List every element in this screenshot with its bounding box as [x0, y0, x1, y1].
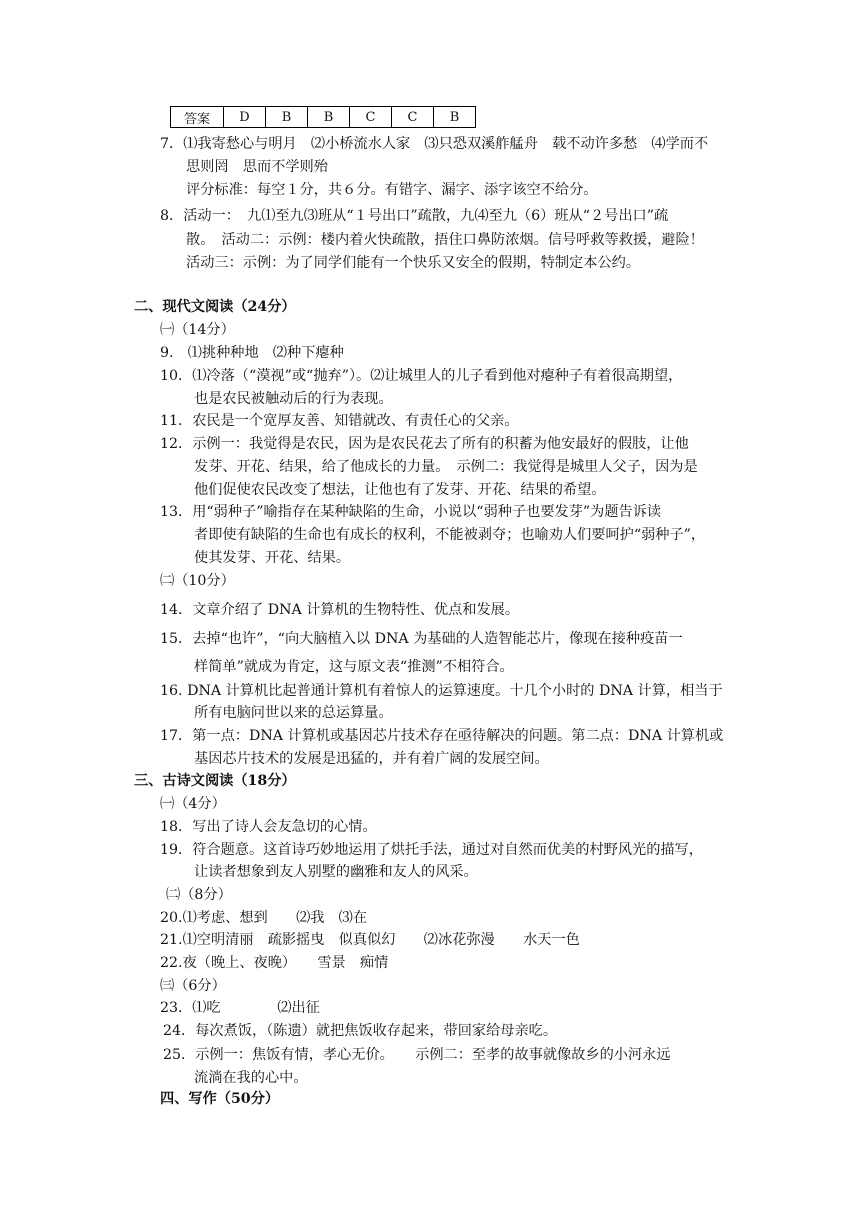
q16-line1: 16. DNA 计算机比起普通计算机有着惊人的运算速度。十几个小时的 DNA 计算，相当于 — [160, 683, 723, 699]
answer-cell: C — [350, 107, 392, 128]
answer-cell: D — [224, 107, 266, 128]
q7-line2: 思则罔 思而不学则殆 — [186, 159, 328, 175]
q18: 18．写出了诗人会友急切的心情。 — [160, 819, 377, 835]
section-heading-modern-reading: 二、现代文阅读（24分） — [134, 299, 296, 315]
q12-line2: 发芽、开花、结果，给了他成长的力量。 示例二：我觉得是城里人父子，因为是 — [194, 459, 698, 475]
q12-line3: 他们促使农民改变了想法，让他也有了发芽、开花、结果的希望。 — [194, 482, 606, 498]
q8-line3: 活动三：示例：为了同学们能有一个快乐又安全的假期，特制定本公约。 — [186, 255, 641, 271]
answer-cell: B — [308, 107, 350, 128]
answer-cell: C — [392, 107, 434, 128]
q8-line2: 散。 活动二：示例：楼内着火快疏散，捂住口鼻防浓烟。信号呼救等救援，避险！ — [186, 232, 704, 248]
answer-header-cell: 答案 — [171, 107, 224, 128]
q10-line1: 10．⑴冷落（“漠视”或“抛弃”）。⑵让城里人的儿子看到他对瘪种子有着很高期望， — [160, 368, 683, 384]
q9: 9. ⑴挑种种地 ⑵种下瘪种 — [160, 345, 344, 361]
q7-scoring: 评分标准：每空１分，共６分。有错字、漏字、添字该空不给分。 — [186, 182, 598, 198]
q14: 14．文章介绍了 DNA 计算机的生物特性、优点和发展。 — [160, 602, 520, 618]
q20: 20.⑴考虑、想到 ⑵我 ⑶在 — [160, 910, 368, 926]
q21: 21.⑴空明清丽 疏影摇曳 似真似幻 ⑵冰花弥漫 水天一色 — [160, 932, 580, 948]
q22: 22.夜（晚上、夜晚） 雪景 痴情 — [160, 955, 389, 971]
subsection-heading: ㈡（10分） — [160, 573, 235, 589]
q13-line3: 使其发芽、开花、结果。 — [194, 550, 351, 566]
q7-line1: 7．⑴我寄愁心与明月 ⑵小桥流水人家 ⑶只恐双溪舴艋舟 载不动许多愁 ⑷学而不 — [160, 136, 709, 152]
subsection-heading: ㈢（6分） — [160, 978, 226, 994]
q25-line2: 流淌在我的心中。 — [194, 1070, 308, 1086]
q13-line1: 13．用“弱种子”喻指存在某种缺陷的生命，小说以“弱种子也要发芽”为题告诉读 — [160, 504, 662, 520]
q23: 23．⑴吃 ⑵出征 — [160, 1000, 320, 1016]
answer-cell: B — [434, 107, 476, 128]
q24: 24．每次煮饭，（陈遗）就把焦饭收存起来，带回家给母亲吃。 — [163, 1023, 558, 1039]
q11: 11．农民是一个宽厚友善、知错就改、有责任心的父亲。 — [160, 413, 519, 429]
answer-cell: B — [266, 107, 308, 128]
subsection-heading: ㈡（8分） — [166, 887, 232, 903]
q13-line2: 者即使有缺陷的生命也有成长的权利，不能被剥夺；也喻劝人们要呵护“弱种子”， — [194, 527, 706, 543]
section-heading-writing: 四、写作（50分） — [160, 1091, 280, 1107]
q15-line2: 样简单”就成为肯定，这与原文表“推测”不相符合。 — [194, 659, 514, 675]
subsection-heading: ㈠（14分） — [160, 322, 235, 338]
q17-line1: 17．第一点：DNA 计算机或基因芯片技术存在亟待解决的问题。第二点：DNA 计算机或 — [160, 728, 724, 744]
q16-line2: 所有电脑问世以来的总运算量。 — [194, 705, 393, 721]
q17-line2: 基因芯片技术的发展是迅猛的，并有着广阔的发展空间。 — [194, 751, 549, 767]
q15-line1: 15．去掉“也许”，“向大脑植入以 DNA 为基础的人造智能芯片，像现在接种疫苗一 — [160, 631, 683, 647]
q10-line2: 也是农民被触动后的行为表现。 — [194, 391, 393, 407]
section-heading-classical-reading: 三、古诗文阅读（18分） — [134, 773, 296, 789]
q25-line1: 25．示例一：焦饭有情，孝心无价。 示例二：至孝的故事就像故乡的小河永远 — [163, 1047, 671, 1063]
q8-line1: 8．活动一： 九⑴至九⑶班从“１号出口”疏散，九⑷至九（6）班从“２号出口”疏 — [160, 208, 669, 224]
q19-line1: 19．符合题意。这首诗巧妙地运用了烘托手法，通过对自然而优美的村野风光的描写， — [160, 842, 703, 858]
q12-line1: 12．示例一：我觉得是农民，因为是农民花去了所有的积蓄为他安最好的假肢，让他 — [160, 436, 689, 452]
answer-table — [170, 106, 476, 128]
q19-line2: 让读者想象到友人别墅的幽雅和友人的风采。 — [194, 864, 478, 880]
subsection-heading: ㈠（4分） — [160, 796, 226, 812]
